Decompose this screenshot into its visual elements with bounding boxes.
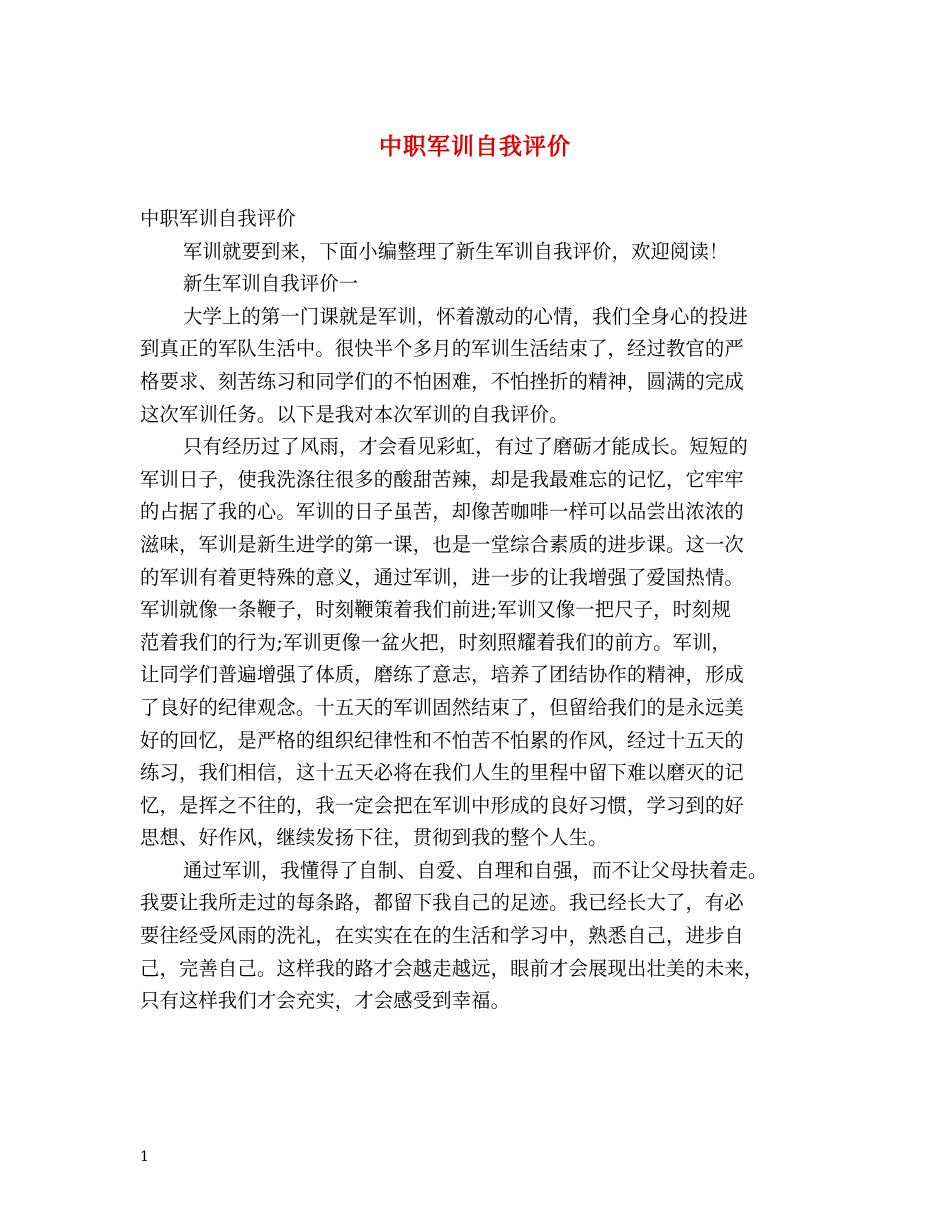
paragraph-line: 范着我们的行为;军训更像一盆火把，时刻照耀着我们的前方。军训， [140,630,732,654]
subtitle-line: 中职军训自我评价 [140,207,296,230]
paragraph-line: 军训日子，使我洗涤往很多的酸甜苦辣，却是我最难忘的记忆，它牢牢 [140,467,744,491]
paragraph-line: 忆，是挥之不往的，我一定会把在军训中形成的良好习惯，学习到的好 [140,793,744,817]
paragraph-line: 让同学们普遍增强了体质，磨练了意志，培养了团结协作的精神，形成 [140,663,744,687]
paragraph-line: 通过军训，我懂得了自制、自爱、自理和自强，而不让父母扶着走。 [183,858,768,882]
paragraph-line: 己，完善自己。这样我的路才会越走越远，眼前才会展现出壮美的未来， [140,956,764,980]
paragraph-line: 格要求、刻苦练习和同学们的不怕困难，不怕挫折的精神，圆满的完成 [140,369,744,393]
document-body [140,203,820,1018]
paragraph-line: 军训就像一条鞭子，时刻鞭策着我们前进;军训又像一把尺子，时刻规 [140,598,732,622]
paragraph-line: 了良好的纪律观念。十五天的军训固然结束了，但留给我们的是永远美 [140,695,744,719]
section-heading: 新生军训自我评价一 [183,272,359,296]
paragraph-line: 到真正的军队生活中。很快半个多月的军训生活结束了，经过教官的严 [140,337,744,361]
paragraph-line: 只有这样我们才会充实，才会感受到幸福。 [140,989,511,1013]
paragraph-line: 我要让我所走过的每条路，都留下我自己的足迹。我已经长大了，有必 [140,891,744,915]
paragraph-line: 的占据了我的心。军训的日子虽苦，却像苦咖啡一样可以品尝出浓浓的 [140,500,744,524]
paragraph-line: 要往经受风雨的洗礼，在实实在在的生活和学习中，熟悉自己，进步自 [140,924,744,948]
paragraph-line: 大学上的第一门课就是军训，怀着激动的心情，我们全身心的投进 [183,304,748,328]
intro-line: 军训就要到来，下面小编整理了新生军训自我评价，欢迎阅读！ [183,239,729,263]
paragraph-line: 只有经历过了风雨，才会看见彩虹，有过了磨砺才能成长。短短的 [183,435,748,459]
paragraph-line: 练习，我们相信，这十五天必将在我们人生的里程中留下难以磨灭的记 [140,761,744,785]
paragraph-line: 滋味，军训是新生进学的第一课，也是一堂综合素质的进步课。这一次 [140,532,744,556]
page-number: 1 [140,1149,149,1165]
paragraph-line: 思想、好作风，继续发扬下往，贯彻到我的整个人生。 [140,826,608,850]
paragraph-line: 这次军训任务。以下是我对本次军训的自我评价。 [140,402,569,426]
document-title: 中职军训自我评价 [379,133,571,160]
paragraph-line: 好的回忆，是严格的组织纪律性和不怕苦不怕累的作风，经过十五天的 [140,728,744,752]
paragraph-line: 的军训有着更特殊的意义，通过军训，进一步的让我增强了爱国热情。 [140,565,744,589]
